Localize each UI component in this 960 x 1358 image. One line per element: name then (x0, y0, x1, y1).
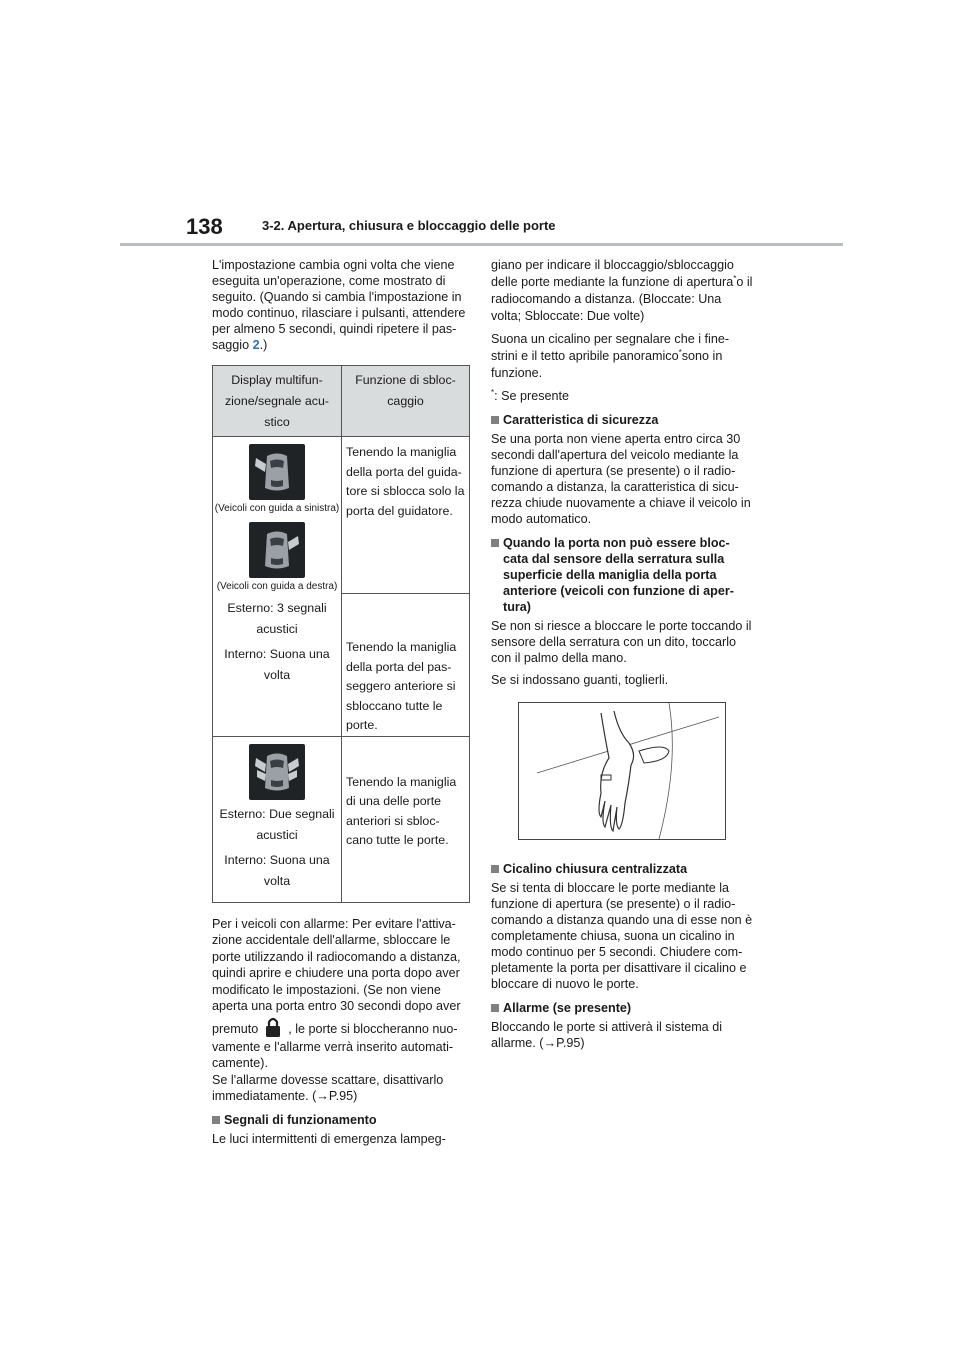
signal-interior-1b: Interno: Suona una volta (224, 852, 330, 888)
car-driver-door-open-rhd-icon (249, 522, 305, 578)
function-passenger-door: Tenendo la maniglia della porta del pas-seggero anteriore si sbloccano tutte le porte. (342, 594, 470, 737)
unlock-settings-table (212, 365, 470, 903)
section-title: 3-2. Apertura, chiusura e bloccaggio delle porte (262, 218, 556, 233)
bullet-square-icon (491, 1004, 499, 1012)
table-cell-signal-2 (213, 736, 342, 902)
alarm-heading: Allarme (se presente) (491, 1000, 753, 1016)
signal-exterior-2: Esterno: Due segnali acustici (219, 806, 335, 842)
page-number: 138 (186, 214, 223, 239)
table-header-display: Display multifun-zione/segnale acu-stico (213, 366, 342, 437)
alarm-system-paragraph: Bloccando le porte si attiverà il sistema di allarme. (→P.95) (491, 1020, 722, 1050)
sensor-paragraph: Se non si riesce a bloccare le porte toccando il sensore della serratura con un dito, toccarlo con il palmo della mano. (491, 619, 752, 665)
intro-paragraph: L'impostazione cambia ogni volta che viene eseguita un'operazione, come mostrato di seguito. (Quando si cambia l'impostazione in modo continuo, rilasciare i pulsanti, attendere per almeno 5 secondi, quindi ripetere il pas-saggio 2.) (212, 258, 466, 352)
buzzer-paragraph: Se si tenta di bloccare le porte mediante la funzione di apertura (se presente) o il radio-comando a distanza quando una di esse non è completamente chiusa, suona un cicalino in modo continuo per 5 secondi. Chiudere com-pletamente la porta per disattivare il cicalino e bloccare di nuovo le porte. (491, 881, 753, 991)
bullet-square-icon (212, 1116, 220, 1124)
right-column (491, 257, 753, 1051)
lock-button-icon (264, 1015, 282, 1039)
car-all-doors-open-icon (249, 744, 305, 800)
signal-interior-1: Interno: Suona una volta (224, 647, 330, 682)
car-driver-door-open-icon (249, 444, 305, 500)
footnote: *: Se presente (491, 388, 570, 403)
alarm-disable-paragraph: Se l'allarme dovesse scattare, disattivarlo immediatamente. (→P.95) (212, 1072, 444, 1103)
signals-paragraph: Le luci intermittenti di emergenza lampeg- (212, 1131, 446, 1146)
alarm-paragraph: Per i veicoli con allarme: Per evitare l'attiva-zione accidentale dell'allarme, sbloccare le porte utilizzando il radiocomando a distanza, quindi aprire e chiudere una porta dopo aver modificato le impostazioni. (Se non viene aperta una porta entro 30 secondi dopo aver premuto , le porte si bloccheranno nuo-vamente e l'allarme verrà inserito automati-camente). (212, 916, 461, 1070)
function-driver-door: Tenendo la maniglia della porta del guida-tore si sblocca solo la porta del guidatore. (342, 437, 470, 594)
gloves-paragraph: Se si indossano guanti, toglierli. (491, 673, 669, 687)
bullet-square-icon (491, 865, 499, 873)
signal-exterior-3: Esterno: 3 segnali acustici (227, 601, 327, 636)
step-number: 2 (252, 338, 260, 352)
left-column (212, 257, 470, 1147)
buzzer-heading: Cicalino chiusura centralizzata (491, 861, 753, 877)
lhd-caption: (Veicoli con guida a sinistra) (214, 503, 340, 514)
signals-continued-paragraph: giano per indicare il bloccaggio/sbloccaggio delle porte mediante la funzione di apertura*o il radiocomando a distanza. (Bloccate: Una volta; Sbloccate: Due volte) (491, 258, 753, 323)
security-paragraph: Se una porta non viene aperta entro circa 30 secondi dall'apertura del veicolo mediante la funzione di apertura (se presente) o il radio-comando a distanza, la caratteristica di sicu-rezza chiude nuovamente a chiave il veicolo in modo automatico. (491, 432, 751, 526)
beep-paragraph: Suona un cicalino per segnalare che i fine-strini e il tetto apribile panoramico*sono in funzione. (491, 332, 730, 380)
table-cell-signal-1 (213, 437, 342, 737)
signals-heading: Segnali di funzionamento (212, 1112, 470, 1128)
sensor-heading: Quando la porta non può essere bloc-cata dal sensore della serratura sulla superficie della maniglia della porta anteriore (veicoli con funzione di aper-tura) (491, 535, 753, 615)
bullet-square-icon (491, 416, 499, 424)
table-header-function: Funzione di sbloc-caggio (342, 366, 470, 437)
rhd-caption: (Veicoli con guida a destra) (216, 581, 338, 592)
hand-touching-door-handle-illustration (518, 702, 726, 840)
header-rule (120, 243, 843, 246)
bullet-square-icon (491, 539, 499, 547)
function-any-front-door: Tenendo la maniglia di una delle porte anteriori si sbloc-cano tutte le porte. (342, 736, 470, 902)
security-heading: Caratteristica di sicurezza (491, 412, 753, 428)
